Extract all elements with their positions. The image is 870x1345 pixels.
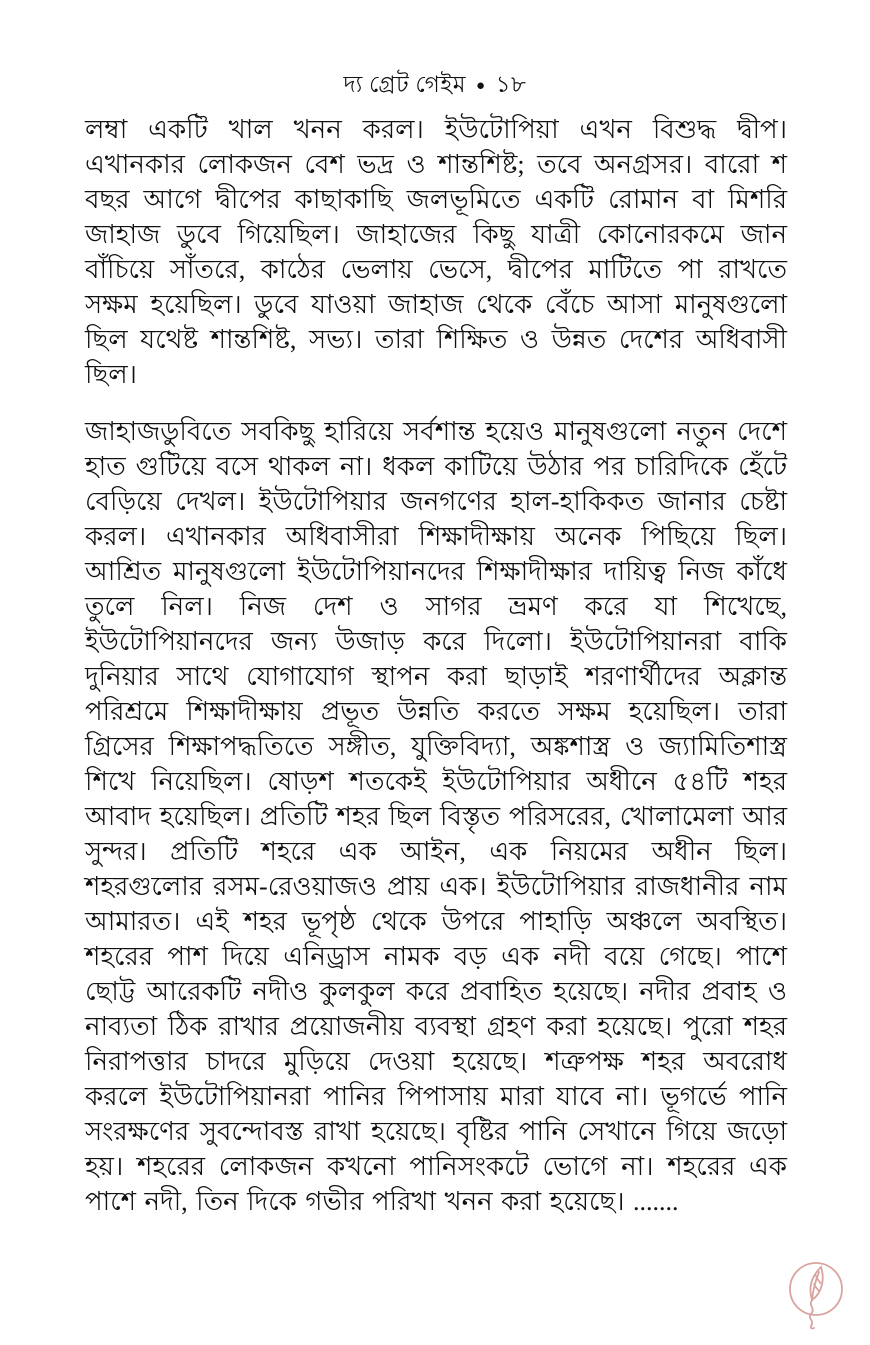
- separator-dot-icon: ●: [476, 78, 486, 94]
- running-head-title: দ্য গ্রেট গেইম: [343, 72, 467, 97]
- page-number: ১৮: [495, 72, 527, 97]
- body-text: [85, 112, 787, 1241]
- publisher-logo: [785, 1260, 847, 1334]
- body-paragraph: লম্বা একটি খাল খনন করল। ইউটোপিয়া এখন বিশুদ্ধ দ্বীপ। এখানকার লোকজন বেশ ভদ্র ও শান্তশিষ্ট; তবে অনগ্রসর। বারো শ বছর আগে দ্বীপের কাছাকাছি জলভূমিতে একটি রোমান বা মিশরি জাহাজ ডুবে গিয়েছিল। জাহাজের কিছু যাত্রী কোনোরকমে জান বাঁচিয়ে সাঁতরে, কাঠের ভেলায় ভেসে, দ্বীপের মাটিতে পা রাখতে সক্ষম হয়েছিল। ডুবে যাওয়া জাহাজ থেকে বেঁচে আসা মানুষগুলো ছিল যথেষ্ট শান্তশিষ্ট, সভ্য। তারা শিক্ষিত ও উন্নত দেশের অধিবাসী ছিল।: [85, 115, 787, 389]
- running-head: [0, 66, 870, 105]
- body-paragraph: জাহাজডুবিতে সবকিছু হারিয়ে সর্বশান্ত হয়েও মানুষগুলো নতুন দেশে হাত গুটিয়ে বসে থাকল না। ধকল কাটিয়ে উঠার পর চারিদিকে হেঁটে বেড়িয়ে দেখল। ইউটোপিয়ার জনগণের হাল-হাকিকত জানার চেষ্টা করল। এখানকার অধিবাসীরা শিক্ষাদীক্ষায় অনেক পিছিয়ে ছিল। আশ্রিত মানুষগুলো ইউটোপিয়ানদের শিক্ষাদীক্ষার দায়িত্ব নিজ কাঁধে তুলে নিল। নিজ দেশ ও সাগর ভ্রমণ করে যা শিখেছে, ইউটোপিয়ানদের জন্য উজাড় করে দিলো। ইউটোপিয়ানরা বাকি দুনিয়ার সাথে যোগাযোগ স্থাপন করা ছাড়াই শরণার্থীদের অক্লান্ত পরিশ্রমে শিক্ষাদীক্ষায় প্রভূত উন্নতি করতে সক্ষম হয়েছিল। তারা গ্রিসের শিক্ষাপদ্ধতিতে সঙ্গীত, যুক্তিবিদ্যা, অঙ্কশাস্ত্র ও জ্যামিতিশাস্ত্র শিখে নিয়েছিল। ষোড়শ শতকেই ইউটোপিয়ার অধীনে ৫৪টি শহর আবাদ হয়েছিল। প্রতিটি শহর ছিল বিস্তৃত পরিসরের, খোলামেলা আর সুন্দর। প্রতিটি শহরে এক আইন, এক নিয়মের অধীন ছিল। শহরগুলোর রসম-রেওয়াজও প্রায় এক। ইউটোপিয়ার রাজধানীর নাম আমারত। এই শহর ভূপৃষ্ঠ থেকে উপরে পাহাড়ি অঞ্চলে অবস্থিত। শহরের পাশ দিয়ে এনিড্রাস নামক বড় এক নদী বয়ে গেছে। পাশে ছোট্ট আরেকটি নদীও কুলকুল করে প্রবাহিত হয়েছে। নদীর প্রবাহ ও নাব্যতা ঠিক রাখার প্রয়োজনীয় ব্যবস্থা গ্রহণ করা হয়েছে। পুরো শহর নিরাপত্তার চাদরে মুড়িয়ে দেওয়া হয়েছে। শত্রুপক্ষ শহর অবরোধ করলে ইউটোপিয়ানরা পানির পিপাসায় মারা যাবে না। ভূগর্ভে পানি সংরক্ষণের সুবন্দোবস্ত রাখা হয়েছে। বৃষ্টির পানি সেখানে গিয়ে জড়ো হয়। শহরের লোকজন কখনো পানিসংকটে ভোগে না। শহরের এক পাশে নদী, তিন দিকে গভীর পরিখা খনন করা হয়েছে। .......: [85, 417, 787, 1216]
- quill-icon: [785, 1260, 847, 1334]
